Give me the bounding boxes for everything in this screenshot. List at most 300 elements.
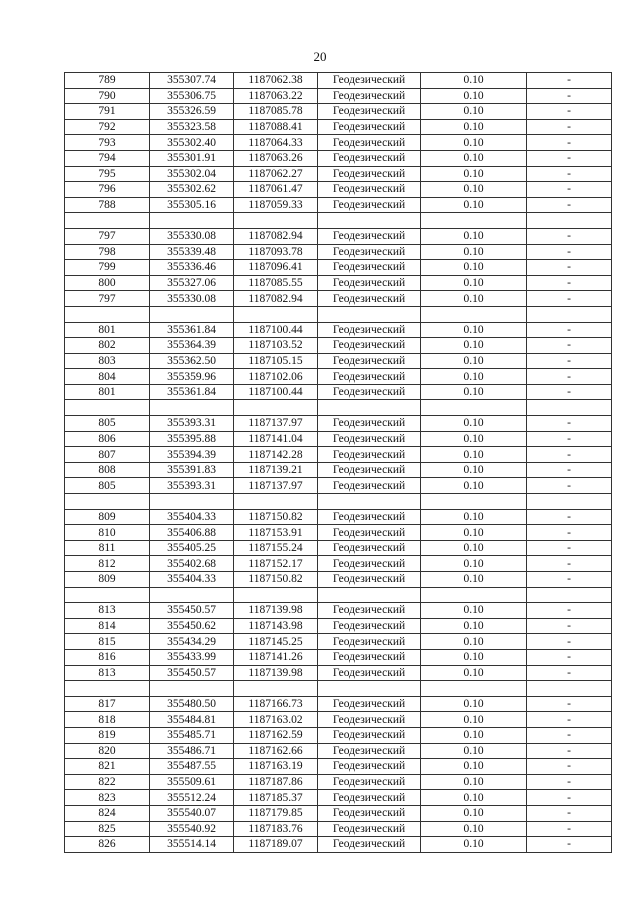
method-cell: Геодезический	[318, 182, 421, 198]
accuracy-cell: 0.10	[421, 353, 527, 369]
x-coordinate-cell: 355301.91	[150, 150, 234, 166]
table-row	[65, 104, 612, 120]
table-row	[65, 805, 612, 821]
y-coordinate-cell: 1187061.47	[234, 182, 318, 198]
x-coordinate-cell: 355323.58	[150, 119, 234, 135]
accuracy-cell: 0.10	[421, 618, 527, 634]
y-coordinate-cell: 1187096.41	[234, 260, 318, 276]
accuracy-cell: 0.10	[421, 525, 527, 541]
y-coordinate-cell: 1187093.78	[234, 244, 318, 260]
description-cell: -	[527, 150, 612, 166]
point-number-cell: 801	[65, 322, 150, 338]
point-number-cell: 826	[65, 837, 150, 853]
description-cell: -	[527, 821, 612, 837]
method-cell: Геодезический	[318, 634, 421, 650]
method-cell: Геодезический	[318, 618, 421, 634]
point-number-cell: 809	[65, 572, 150, 588]
table-row	[65, 478, 612, 494]
x-coordinate-cell: 355450.57	[150, 665, 234, 681]
description-cell: -	[527, 712, 612, 728]
method-cell: Геодезический	[318, 260, 421, 276]
description-cell: -	[527, 805, 612, 821]
table-row	[65, 447, 612, 463]
table-row	[65, 696, 612, 712]
description-cell: -	[527, 353, 612, 369]
description-cell: -	[527, 540, 612, 556]
x-coordinate-cell: 355395.88	[150, 431, 234, 447]
table-row	[65, 73, 612, 89]
table-row	[65, 384, 612, 400]
accuracy-cell: 0.10	[421, 540, 527, 556]
method-cell: Геодезический	[318, 696, 421, 712]
method-cell: Геодезический	[318, 275, 421, 291]
x-coordinate-cell: 355330.08	[150, 228, 234, 244]
table-row	[65, 462, 612, 478]
description-cell	[527, 213, 612, 229]
x-coordinate-cell: 355359.96	[150, 369, 234, 385]
y-coordinate-cell: 1187139.98	[234, 665, 318, 681]
point-number-cell: 804	[65, 369, 150, 385]
table-row	[65, 291, 612, 307]
accuracy-cell: 0.10	[421, 696, 527, 712]
x-coordinate-cell: 355450.57	[150, 603, 234, 619]
point-number-cell: 807	[65, 447, 150, 463]
accuracy-cell: 0.10	[421, 603, 527, 619]
x-coordinate-cell: 355391.83	[150, 462, 234, 478]
method-cell: Геодезический	[318, 743, 421, 759]
point-number-cell: 816	[65, 649, 150, 665]
table-row	[65, 322, 612, 338]
y-coordinate-cell: 1187187.86	[234, 774, 318, 790]
point-number-cell: 798	[65, 244, 150, 260]
method-cell: Геодезический	[318, 73, 421, 89]
description-cell: -	[527, 244, 612, 260]
y-coordinate-cell: 1187143.98	[234, 618, 318, 634]
spacer-row	[65, 587, 612, 603]
method-cell: Геодезический	[318, 774, 421, 790]
x-coordinate-cell: 355484.81	[150, 712, 234, 728]
x-coordinate-cell: 355485.71	[150, 727, 234, 743]
accuracy-cell: 0.10	[421, 572, 527, 588]
x-coordinate-cell: 355433.99	[150, 649, 234, 665]
y-coordinate-cell: 1187189.07	[234, 837, 318, 853]
x-coordinate-cell: 355364.39	[150, 338, 234, 354]
accuracy-cell: 0.10	[421, 837, 527, 853]
accuracy-cell: 0.10	[421, 462, 527, 478]
x-coordinate-cell	[150, 213, 234, 229]
y-coordinate-cell: 1187145.25	[234, 634, 318, 650]
y-coordinate-cell	[234, 306, 318, 322]
description-cell: -	[527, 104, 612, 120]
point-number-cell: 793	[65, 135, 150, 151]
description-cell: -	[527, 431, 612, 447]
x-coordinate-cell: 355393.31	[150, 416, 234, 432]
accuracy-cell: 0.10	[421, 338, 527, 354]
description-cell	[527, 306, 612, 322]
accuracy-cell: 0.10	[421, 197, 527, 213]
description-cell: -	[527, 260, 612, 276]
y-coordinate-cell: 1187163.02	[234, 712, 318, 728]
y-coordinate-cell: 1187103.52	[234, 338, 318, 354]
description-cell: -	[527, 291, 612, 307]
method-cell: Геодезический	[318, 759, 421, 775]
point-number-cell	[65, 400, 150, 416]
method-cell	[318, 306, 421, 322]
table-row	[65, 665, 612, 681]
y-coordinate-cell	[234, 587, 318, 603]
accuracy-cell: 0.10	[421, 712, 527, 728]
method-cell: Геодезический	[318, 572, 421, 588]
accuracy-cell: 0.10	[421, 431, 527, 447]
point-number-cell	[65, 587, 150, 603]
x-coordinate-cell: 355326.59	[150, 104, 234, 120]
description-cell: -	[527, 182, 612, 198]
method-cell: Геодезический	[318, 525, 421, 541]
method-cell: Геодезический	[318, 603, 421, 619]
x-coordinate-cell: 355540.07	[150, 805, 234, 821]
description-cell: -	[527, 743, 612, 759]
table-row	[65, 821, 612, 837]
x-coordinate-cell: 355434.29	[150, 634, 234, 650]
x-coordinate-cell: 355336.46	[150, 260, 234, 276]
page-number: 20	[313, 49, 327, 64]
table-row	[65, 572, 612, 588]
table-row	[65, 525, 612, 541]
accuracy-cell	[421, 587, 527, 603]
description-cell: -	[527, 478, 612, 494]
point-number-cell: 811	[65, 540, 150, 556]
x-coordinate-cell: 355330.08	[150, 291, 234, 307]
point-number-cell: 820	[65, 743, 150, 759]
accuracy-cell: 0.10	[421, 759, 527, 775]
y-coordinate-cell: 1187166.73	[234, 696, 318, 712]
accuracy-cell	[421, 213, 527, 229]
table-row	[65, 260, 612, 276]
x-coordinate-cell	[150, 400, 234, 416]
spacer-row	[65, 213, 612, 229]
method-cell: Геодезический	[318, 431, 421, 447]
table-row	[65, 338, 612, 354]
point-number-cell	[65, 494, 150, 510]
point-number-cell: 794	[65, 150, 150, 166]
description-cell: -	[527, 88, 612, 104]
point-number-cell: 808	[65, 462, 150, 478]
y-coordinate-cell: 1187059.33	[234, 197, 318, 213]
x-coordinate-cell: 355394.39	[150, 447, 234, 463]
method-cell: Геодезический	[318, 197, 421, 213]
accuracy-cell: 0.10	[421, 556, 527, 572]
accuracy-cell: 0.10	[421, 182, 527, 198]
description-cell: -	[527, 119, 612, 135]
point-number-cell: 802	[65, 338, 150, 354]
accuracy-cell: 0.10	[421, 743, 527, 759]
description-cell: -	[527, 228, 612, 244]
point-number-cell: 788	[65, 197, 150, 213]
table-row	[65, 837, 612, 853]
y-coordinate-cell: 1187162.66	[234, 743, 318, 759]
y-coordinate-cell: 1187064.33	[234, 135, 318, 151]
y-coordinate-cell: 1187150.82	[234, 509, 318, 525]
y-coordinate-cell: 1187063.22	[234, 88, 318, 104]
point-number-cell: 809	[65, 509, 150, 525]
method-cell	[318, 400, 421, 416]
point-number-cell	[65, 306, 150, 322]
table-row	[65, 244, 612, 260]
method-cell	[318, 213, 421, 229]
table-row	[65, 727, 612, 743]
x-coordinate-cell: 355306.75	[150, 88, 234, 104]
description-cell: -	[527, 634, 612, 650]
description-cell	[527, 494, 612, 510]
accuracy-cell: 0.10	[421, 119, 527, 135]
y-coordinate-cell: 1187152.17	[234, 556, 318, 572]
method-cell: Геодезический	[318, 712, 421, 728]
description-cell: -	[527, 556, 612, 572]
point-number-cell: 813	[65, 603, 150, 619]
description-cell: -	[527, 837, 612, 853]
table-row	[65, 275, 612, 291]
method-cell: Геодезический	[318, 540, 421, 556]
point-number-cell	[65, 681, 150, 697]
point-number-cell	[65, 213, 150, 229]
description-cell: -	[527, 696, 612, 712]
table-row	[65, 759, 612, 775]
table-row	[65, 603, 612, 619]
accuracy-cell: 0.10	[421, 727, 527, 743]
accuracy-cell: 0.10	[421, 821, 527, 837]
method-cell: Геодезический	[318, 478, 421, 494]
point-number-cell: 810	[65, 525, 150, 541]
method-cell: Геодезический	[318, 790, 421, 806]
method-cell: Геодезический	[318, 369, 421, 385]
accuracy-cell: 0.10	[421, 369, 527, 385]
x-coordinate-cell: 355361.84	[150, 384, 234, 400]
accuracy-cell: 0.10	[421, 416, 527, 432]
x-coordinate-cell: 355302.04	[150, 166, 234, 182]
y-coordinate-cell: 1187082.94	[234, 291, 318, 307]
point-number-cell: 806	[65, 431, 150, 447]
table-row	[65, 182, 612, 198]
y-coordinate-cell: 1187141.26	[234, 649, 318, 665]
point-number-cell: 789	[65, 73, 150, 89]
description-cell: -	[527, 462, 612, 478]
description-cell: -	[527, 369, 612, 385]
description-cell: -	[527, 135, 612, 151]
accuracy-cell: 0.10	[421, 150, 527, 166]
accuracy-cell: 0.10	[421, 634, 527, 650]
x-coordinate-cell: 355512.24	[150, 790, 234, 806]
accuracy-cell: 0.10	[421, 275, 527, 291]
y-coordinate-cell: 1187155.24	[234, 540, 318, 556]
description-cell	[527, 400, 612, 416]
table-row	[65, 166, 612, 182]
accuracy-cell	[421, 681, 527, 697]
y-coordinate-cell: 1187179.85	[234, 805, 318, 821]
y-coordinate-cell: 1187105.15	[234, 353, 318, 369]
accuracy-cell: 0.10	[421, 665, 527, 681]
accuracy-cell: 0.10	[421, 322, 527, 338]
point-number-cell: 803	[65, 353, 150, 369]
method-cell: Геодезический	[318, 119, 421, 135]
table-row	[65, 416, 612, 432]
table-row	[65, 556, 612, 572]
description-cell: -	[527, 759, 612, 775]
x-coordinate-cell: 355339.48	[150, 244, 234, 260]
method-cell: Геодезический	[318, 322, 421, 338]
description-cell: -	[527, 665, 612, 681]
y-coordinate-cell: 1187163.19	[234, 759, 318, 775]
method-cell: Геодезический	[318, 353, 421, 369]
method-cell: Геодезический	[318, 135, 421, 151]
spacer-row	[65, 681, 612, 697]
description-cell: -	[527, 509, 612, 525]
x-coordinate-cell: 355361.84	[150, 322, 234, 338]
method-cell: Геодезический	[318, 837, 421, 853]
description-cell: -	[527, 603, 612, 619]
y-coordinate-cell: 1187102.06	[234, 369, 318, 385]
x-coordinate-cell: 355302.62	[150, 182, 234, 198]
accuracy-cell	[421, 494, 527, 510]
table-row	[65, 369, 612, 385]
point-number-cell: 823	[65, 790, 150, 806]
y-coordinate-cell: 1187100.44	[234, 384, 318, 400]
accuracy-cell: 0.10	[421, 166, 527, 182]
point-number-cell: 797	[65, 228, 150, 244]
method-cell: Геодезический	[318, 649, 421, 665]
x-coordinate-cell: 355405.25	[150, 540, 234, 556]
description-cell: -	[527, 275, 612, 291]
method-cell: Геодезический	[318, 805, 421, 821]
description-cell: -	[527, 384, 612, 400]
y-coordinate-cell	[234, 681, 318, 697]
x-coordinate-cell: 355540.92	[150, 821, 234, 837]
method-cell: Геодезический	[318, 821, 421, 837]
y-coordinate-cell: 1187088.41	[234, 119, 318, 135]
coordinates-table	[64, 72, 612, 853]
y-coordinate-cell: 1187185.37	[234, 790, 318, 806]
x-coordinate-cell: 355402.68	[150, 556, 234, 572]
point-number-cell: 801	[65, 384, 150, 400]
point-number-cell: 795	[65, 166, 150, 182]
accuracy-cell: 0.10	[421, 88, 527, 104]
description-cell: -	[527, 197, 612, 213]
description-cell: -	[527, 73, 612, 89]
table-row	[65, 634, 612, 650]
table-row	[65, 743, 612, 759]
x-coordinate-cell: 355404.33	[150, 509, 234, 525]
accuracy-cell: 0.10	[421, 73, 527, 89]
spacer-row	[65, 306, 612, 322]
x-coordinate-cell: 355480.50	[150, 696, 234, 712]
method-cell: Геодезический	[318, 665, 421, 681]
accuracy-cell: 0.10	[421, 478, 527, 494]
description-cell: -	[527, 338, 612, 354]
point-number-cell: 814	[65, 618, 150, 634]
method-cell: Геодезический	[318, 166, 421, 182]
x-coordinate-cell: 355327.06	[150, 275, 234, 291]
description-cell	[527, 681, 612, 697]
point-number-cell: 812	[65, 556, 150, 572]
accuracy-cell: 0.10	[421, 649, 527, 665]
table-row	[65, 135, 612, 151]
method-cell: Геодезический	[318, 228, 421, 244]
x-coordinate-cell	[150, 681, 234, 697]
method-cell: Геодезический	[318, 338, 421, 354]
spacer-row	[65, 400, 612, 416]
point-number-cell: 825	[65, 821, 150, 837]
table-row	[65, 353, 612, 369]
y-coordinate-cell: 1187137.97	[234, 478, 318, 494]
y-coordinate-cell	[234, 213, 318, 229]
y-coordinate-cell: 1187139.21	[234, 462, 318, 478]
y-coordinate-cell: 1187142.28	[234, 447, 318, 463]
description-cell: -	[527, 774, 612, 790]
y-coordinate-cell: 1187141.04	[234, 431, 318, 447]
y-coordinate-cell: 1187150.82	[234, 572, 318, 588]
table-row	[65, 618, 612, 634]
accuracy-cell: 0.10	[421, 244, 527, 260]
description-cell: -	[527, 618, 612, 634]
description-cell: -	[527, 649, 612, 665]
x-coordinate-cell: 355406.88	[150, 525, 234, 541]
y-coordinate-cell	[234, 494, 318, 510]
point-number-cell: 790	[65, 88, 150, 104]
spacer-row	[65, 494, 612, 510]
point-number-cell: 800	[65, 275, 150, 291]
x-coordinate-cell: 355307.74	[150, 73, 234, 89]
y-coordinate-cell: 1187137.97	[234, 416, 318, 432]
method-cell: Геодезический	[318, 509, 421, 525]
method-cell: Геодезический	[318, 447, 421, 463]
x-coordinate-cell: 355514.14	[150, 837, 234, 853]
point-number-cell: 796	[65, 182, 150, 198]
point-number-cell: 805	[65, 416, 150, 432]
table-row	[65, 197, 612, 213]
method-cell: Геодезический	[318, 556, 421, 572]
point-number-cell: 813	[65, 665, 150, 681]
method-cell: Геодезический	[318, 244, 421, 260]
x-coordinate-cell	[150, 494, 234, 510]
x-coordinate-cell: 355393.31	[150, 478, 234, 494]
point-number-cell: 815	[65, 634, 150, 650]
description-cell: -	[527, 322, 612, 338]
table-row	[65, 150, 612, 166]
accuracy-cell: 0.10	[421, 135, 527, 151]
description-cell: -	[527, 790, 612, 806]
table-row	[65, 790, 612, 806]
accuracy-cell: 0.10	[421, 774, 527, 790]
point-number-cell: 792	[65, 119, 150, 135]
x-coordinate-cell: 355486.71	[150, 743, 234, 759]
table-row	[65, 774, 612, 790]
point-number-cell: 818	[65, 712, 150, 728]
y-coordinate-cell: 1187062.38	[234, 73, 318, 89]
y-coordinate-cell: 1187100.44	[234, 322, 318, 338]
y-coordinate-cell: 1187085.78	[234, 104, 318, 120]
method-cell	[318, 587, 421, 603]
y-coordinate-cell	[234, 400, 318, 416]
x-coordinate-cell: 355362.50	[150, 353, 234, 369]
method-cell: Геодезический	[318, 384, 421, 400]
y-coordinate-cell: 1187082.94	[234, 228, 318, 244]
description-cell: -	[527, 572, 612, 588]
table-row	[65, 431, 612, 447]
method-cell: Геодезический	[318, 462, 421, 478]
table-row	[65, 649, 612, 665]
table-row	[65, 119, 612, 135]
method-cell	[318, 681, 421, 697]
point-number-cell: 821	[65, 759, 150, 775]
